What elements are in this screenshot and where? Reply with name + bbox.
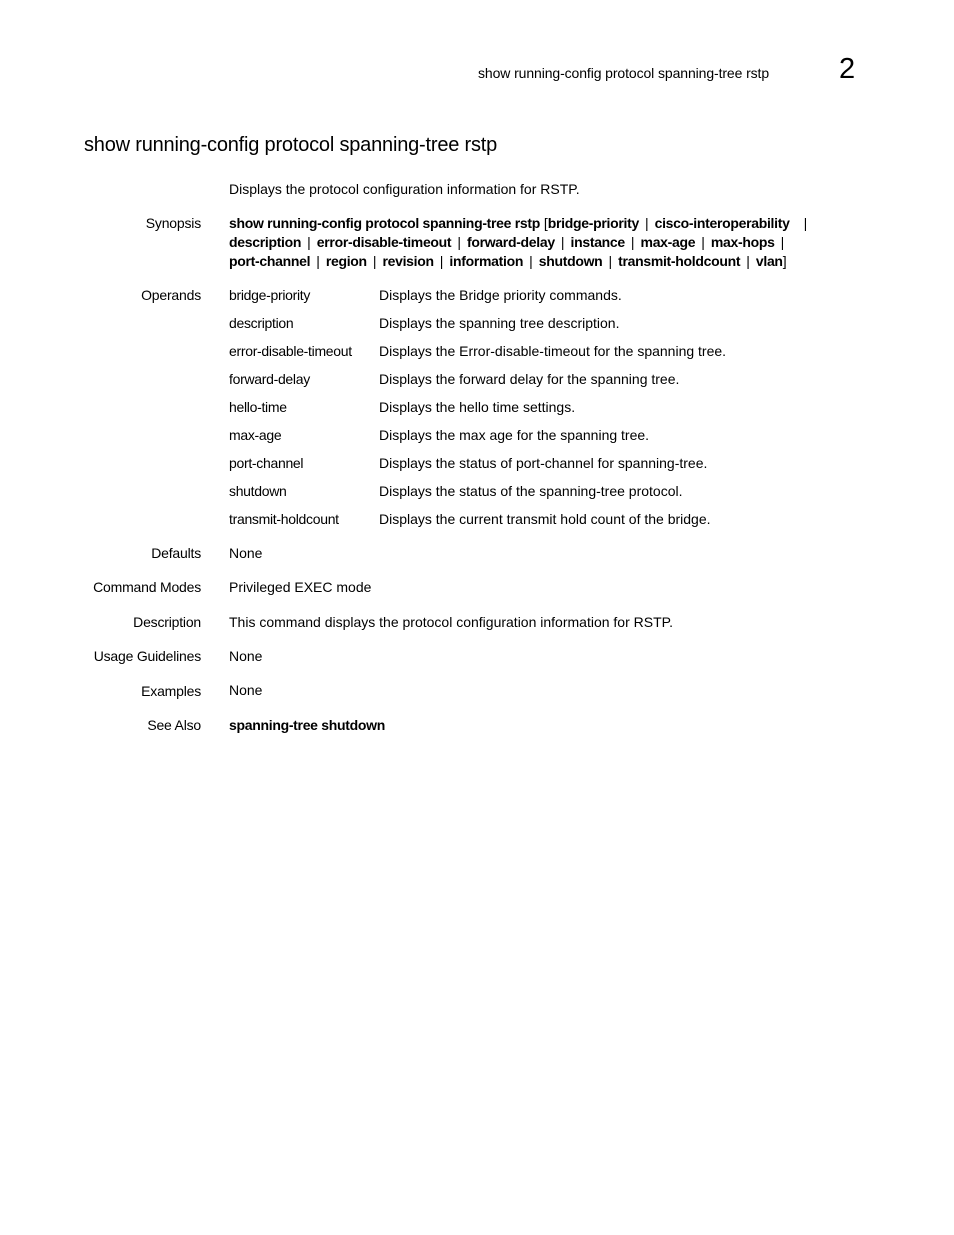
synopsis-option: vlan bbox=[755, 253, 783, 269]
synopsis-option: forward-delay bbox=[466, 234, 555, 250]
synopsis-option: instance bbox=[570, 234, 625, 250]
usage-guidelines-value: None bbox=[229, 648, 263, 664]
synopsis-separator: | bbox=[746, 253, 750, 269]
operand-desc: Displays the forward delay for the spanning tree. bbox=[379, 371, 680, 387]
operand-name: hello-time bbox=[229, 399, 287, 415]
operand-name: description bbox=[229, 315, 294, 331]
defaults-value: None bbox=[229, 545, 263, 561]
synopsis-label: Synopsis bbox=[145, 215, 201, 231]
usage-guidelines-label: Usage Guidelines bbox=[93, 648, 201, 664]
synopsis-option: cisco-interoperability bbox=[654, 215, 790, 231]
operand-desc: Displays the max age for the spanning tree. bbox=[379, 427, 650, 443]
command-modes-label: Command Modes bbox=[93, 579, 201, 595]
command-modes-value: Privileged EXEC mode bbox=[229, 579, 372, 595]
description-label: Description bbox=[133, 614, 201, 630]
synopsis-close-bracket: ] bbox=[782, 253, 787, 269]
synopsis-option: description bbox=[229, 234, 302, 250]
operand-desc: Displays the hello time settings. bbox=[379, 399, 576, 415]
operand-name: transmit-holdcount bbox=[229, 511, 339, 527]
operand-desc: Displays the spanning tree description. bbox=[379, 315, 620, 331]
synopsis-option: port-channel bbox=[229, 253, 311, 269]
synopsis-option: bridge-priority bbox=[547, 215, 639, 231]
synopsis-separator: | bbox=[560, 234, 565, 250]
operand-desc: Displays the Error-disable-timeout for the spanning tree. bbox=[379, 343, 727, 359]
synopsis-option: revision bbox=[382, 253, 434, 269]
examples-value: None bbox=[229, 682, 263, 698]
synopsis-open-bracket: [ bbox=[543, 215, 548, 231]
synopsis-separator: | bbox=[457, 234, 461, 250]
running-header: show running-config protocol spanning-tree rstp bbox=[478, 65, 770, 81]
operands-label: Operands bbox=[141, 287, 201, 303]
operand-desc: Displays the current transmit hold count of the bridge. bbox=[379, 511, 711, 527]
operand-desc: Displays the Bridge priority commands. bbox=[379, 287, 622, 303]
examples-label: Examples bbox=[141, 683, 201, 699]
synopsis-separator: | bbox=[644, 215, 649, 231]
synopsis-command: show running-config protocol spanning-tree rstp bbox=[229, 215, 540, 231]
synopsis-option: max-age bbox=[640, 234, 696, 250]
operand-name: forward-delay bbox=[229, 371, 310, 387]
description-value: This command displays the protocol configuration information for RSTP. bbox=[229, 614, 674, 630]
synopsis-body bbox=[229, 214, 813, 271]
operand-name: error-disable-timeout bbox=[229, 343, 352, 359]
operand-name: max-age bbox=[229, 427, 282, 443]
chapter-number: 2 bbox=[839, 53, 856, 85]
synopsis-separator: | bbox=[701, 234, 705, 250]
synopsis-option: region bbox=[325, 253, 367, 269]
synopsis-separator: | bbox=[307, 234, 311, 250]
synopsis-separator: | bbox=[439, 253, 444, 269]
synopsis-separator: | bbox=[630, 234, 635, 250]
synopsis-option: shutdown bbox=[538, 253, 603, 269]
synopsis-option: max-hops bbox=[710, 234, 775, 250]
synopsis-separator: | bbox=[780, 234, 785, 250]
see-also-link[interactable]: spanning-tree shutdown bbox=[229, 717, 385, 733]
operand-name: shutdown bbox=[229, 483, 287, 499]
operand-name: port-channel bbox=[229, 455, 304, 471]
synopsis-separator: | bbox=[372, 253, 377, 269]
intro-text: Displays the protocol configuration information for RSTP. bbox=[229, 181, 580, 197]
synopsis-option: information bbox=[449, 253, 524, 269]
synopsis-separator: | bbox=[529, 253, 533, 269]
operand-desc: Displays the status of port-channel for spanning-tree. bbox=[379, 455, 708, 471]
synopsis-separator: | bbox=[608, 253, 613, 269]
operand-name: bridge-priority bbox=[229, 287, 311, 303]
synopsis-separator: | bbox=[803, 215, 808, 231]
operand-desc: Displays the status of the spanning-tree protocol. bbox=[379, 483, 683, 499]
synopsis-separator: | bbox=[316, 253, 320, 269]
see-also-label: See Also bbox=[147, 717, 201, 733]
page-title: show running-config protocol spanning-tree rstp bbox=[84, 134, 498, 156]
synopsis-option: error-disable-timeout bbox=[316, 234, 452, 250]
defaults-label: Defaults bbox=[151, 545, 201, 561]
synopsis-option: transmit-holdcount bbox=[618, 253, 741, 269]
